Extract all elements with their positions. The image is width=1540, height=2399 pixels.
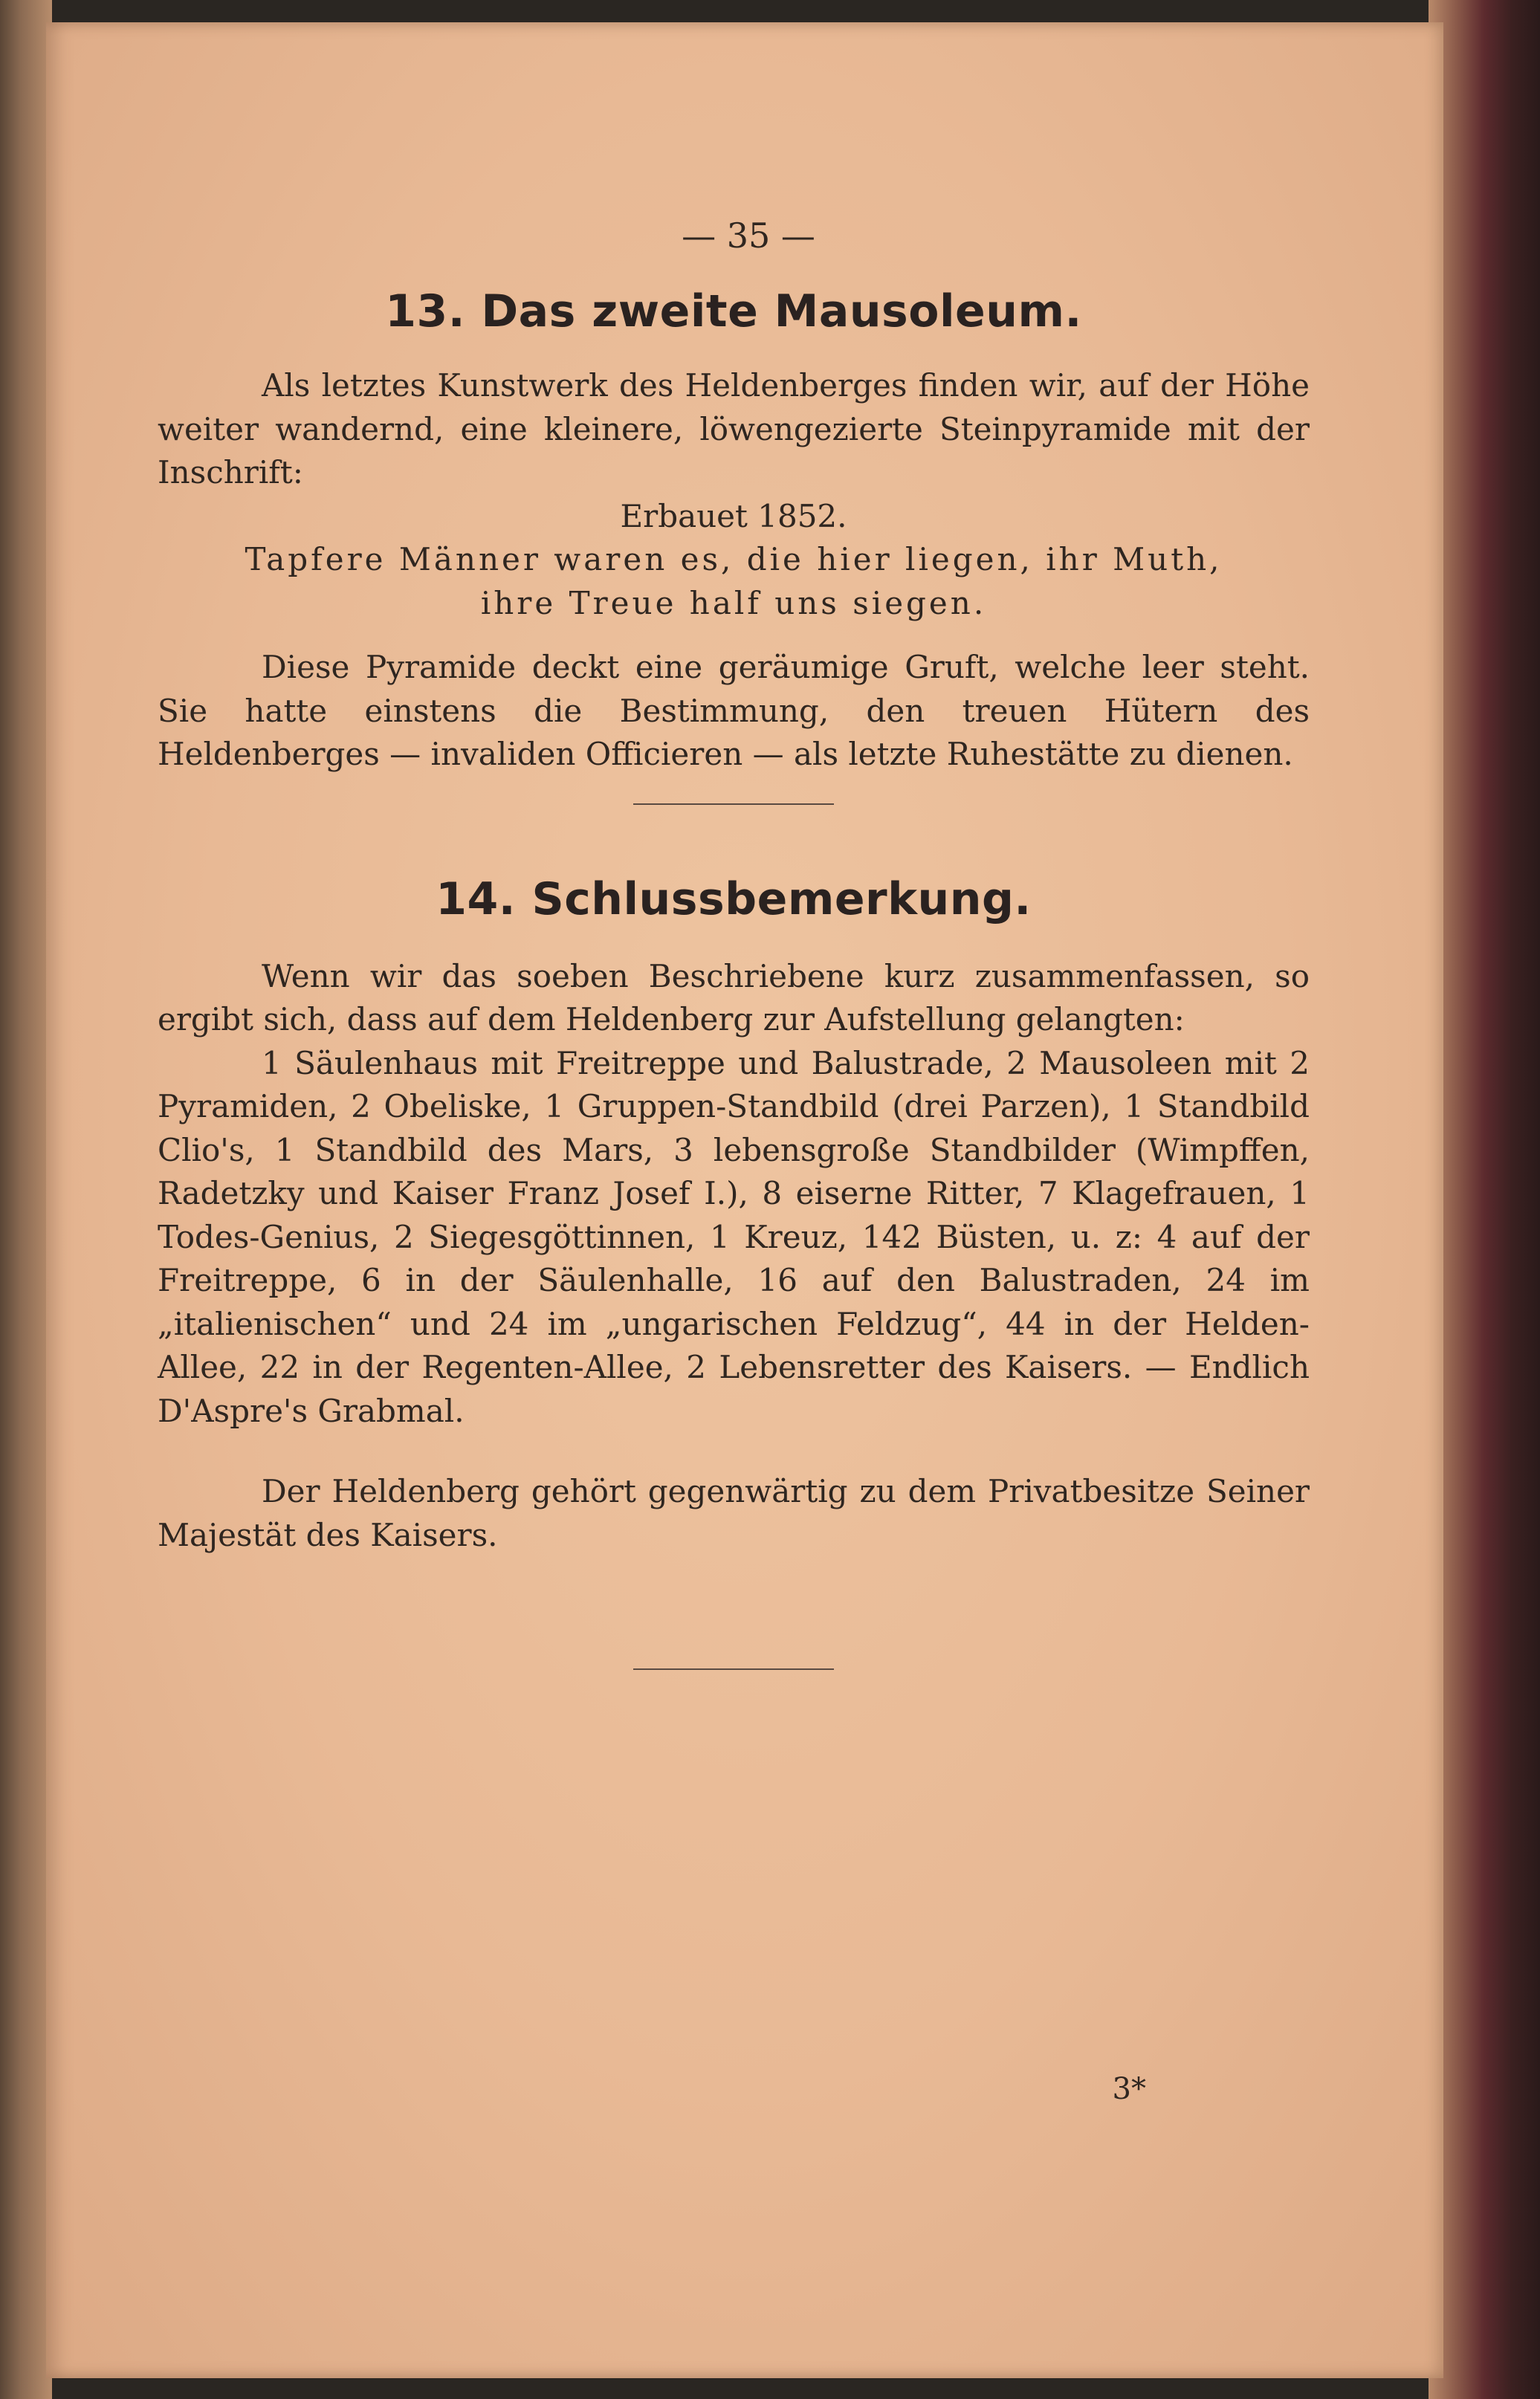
section-14-paragraph-3: Der Heldenberg gehört gegenwärtig zu dem Privatbesitze Seiner Majestät des Kaisers. [158,1473,1310,1553]
section-divider [633,803,834,805]
section-13 [158,285,1310,805]
book-page [46,22,1443,2378]
page-content [158,216,1310,1670]
section-13-description: Diese Pyramide deckt eine geräumige Gruft, welche leer steht. Sie hatte einstens die Bestimmung, den treuen Hütern des Heldenberges — invaliden Officieren — als letzte Ruhestätte zu dienen. [158,649,1310,772]
book-gutter [0,0,52,2399]
inscription-line-1: Tapfere Männer waren es, die hier liegen, ihr Muth, [245,541,1223,577]
section-14-heading: 14. Schlussbemerkung. [436,872,1032,925]
inscription-title: Erbauet 1852. [620,497,847,534]
section-14-paragraph-1: Wenn wir das soeben Beschriebene kurz zusammenfassen, so ergibt sich, dass auf dem Heldenberg zur Aufstellung gelangten: [158,957,1310,1037]
section-14 [158,873,1310,1671]
end-divider [633,1668,834,1670]
signature-mark: 3* [1112,2072,1146,2106]
inscription-line-2: ihre Treue half uns siegen. [480,584,987,621]
section-13-heading: 13. Das zweite Mausoleum. [385,285,1082,337]
section-13-intro: Als letztes Kunstwerk des Heldenberges finden wir, auf der Höhe weiter wandernd, eine kleinere, löwengezierte Steinpyramide mit der Inschrift: [158,367,1310,491]
section-14-paragraph-2: 1 Säulenhaus mit Freitreppe und Balustrade, 2 Mausoleen mit 2 Pyramiden, 2 Obeliske, 1 Gruppen-Standbild (drei Parzen), 1 Standbild Clio's, 1 Standbild des Mars, 3 lebensgroße Standbilder (Wimpffen, Radetzky und Kaiser Franz Josef I.), 8 eiserne Ritter, 7 Klagefrauen, 1 Todes-Genius, 2 Siegesgöttinnen, 1 Kreuz, 142 Büsten, u. z: 4 auf der Freitreppe, 6 in der Säulenhalle, 16 auf den Balustraden, 24 im „italienischen“ und 24 im „ungarischen Feldzug“, 44 in der Helden-Allee, 22 in der Regenten-Allee, 2 Lebensretter des Kaisers. — Endlich D'Aspre's Grabmal. [158,1044,1310,1429]
page-number: — 35 — [682,216,815,256]
book-edge [1429,0,1540,2399]
